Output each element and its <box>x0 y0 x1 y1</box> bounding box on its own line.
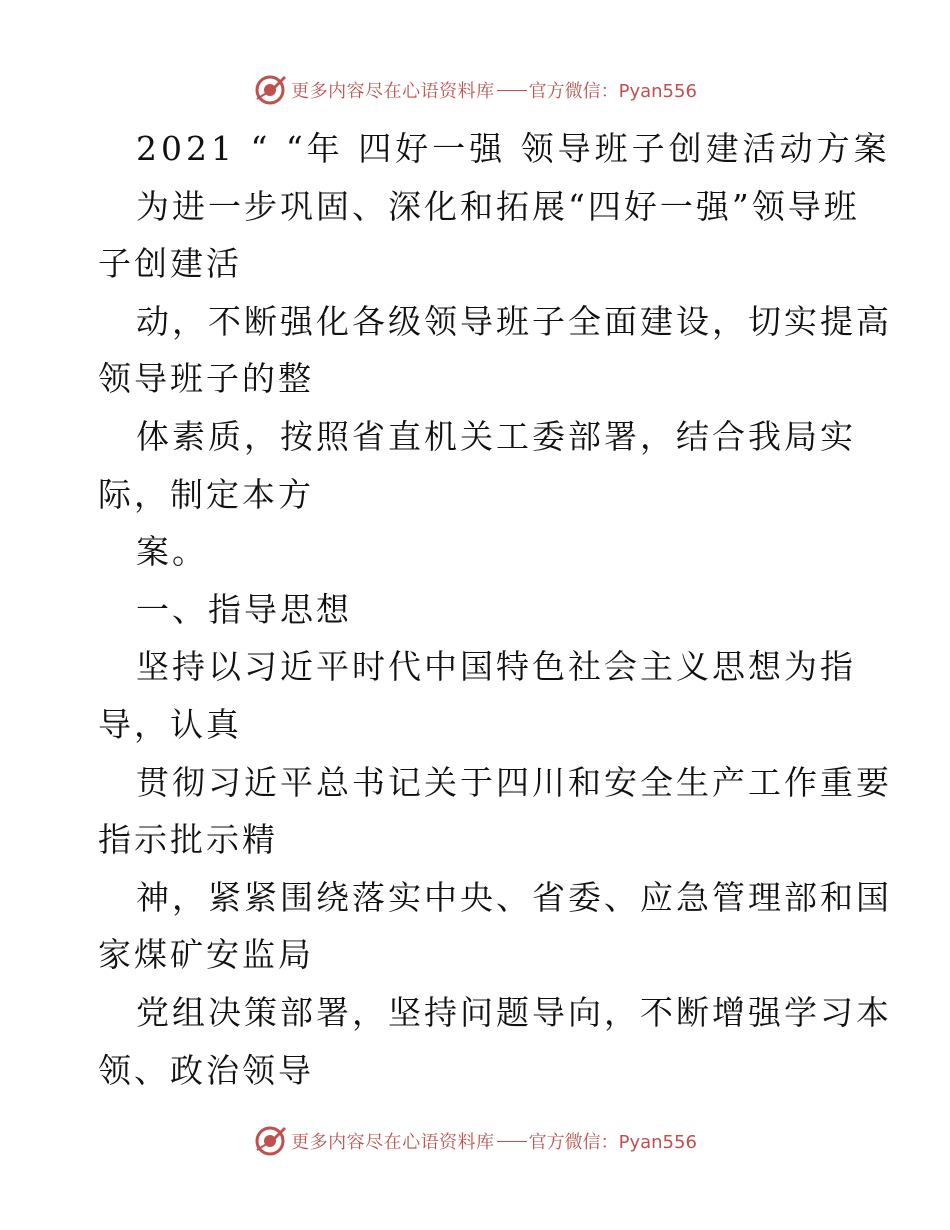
document-title: 2021 “ “年 四好一强 领导班子创建活动方案 <box>136 129 891 168</box>
watermark-text: 更多内容尽在心语资料库 <box>291 1132 495 1153</box>
text-line: 贯彻习近平总书记关于四川和安全生产工作重要 <box>136 762 892 802</box>
pen-logo-icon <box>253 1124 287 1158</box>
text-line: 指示批示精 <box>98 820 278 860</box>
header-watermark <box>0 70 950 110</box>
watermark-contact: 官方微信：Pyan556 <box>528 1132 697 1153</box>
text-line: 为进一步巩固、深化和拓展“四好一强”领导班 <box>136 186 860 226</box>
text-line: 动，不断强化各级领导班子全面建设，切实提高 <box>136 301 892 341</box>
text-line: 神，紧紧围绕落实中央、省委、应急管理部和国 <box>136 877 892 917</box>
text-line: 一、指导思想 <box>136 589 352 629</box>
text-line: 党组决策部署，坚持问题导向，不断增强学习本 <box>136 992 892 1032</box>
text-line: 家煤矿安监局 <box>98 935 314 975</box>
watermark-contact: 官方微信：Pyan556 <box>528 81 697 102</box>
text-line: 领导班子的整 <box>98 359 314 399</box>
text-line: 导，认真 <box>98 704 242 744</box>
text-line: 领、政治领导 <box>98 1050 314 1090</box>
pen-logo-icon <box>253 73 287 107</box>
text-line: 际，制定本方 <box>98 474 314 514</box>
text-line: 案。 <box>136 532 208 572</box>
watermark-divider <box>497 90 527 91</box>
document-body <box>98 120 892 1099</box>
watermark-divider <box>497 1141 527 1142</box>
footer-watermark <box>0 1121 950 1161</box>
text-line: 子创建活 <box>98 244 242 284</box>
text-line: 坚持以习近平时代中国特色社会主义思想为指 <box>136 647 856 687</box>
text-line: 体素质，按照省直机关工委部署，结合我局实 <box>136 416 856 456</box>
watermark-text: 更多内容尽在心语资料库 <box>291 81 495 102</box>
